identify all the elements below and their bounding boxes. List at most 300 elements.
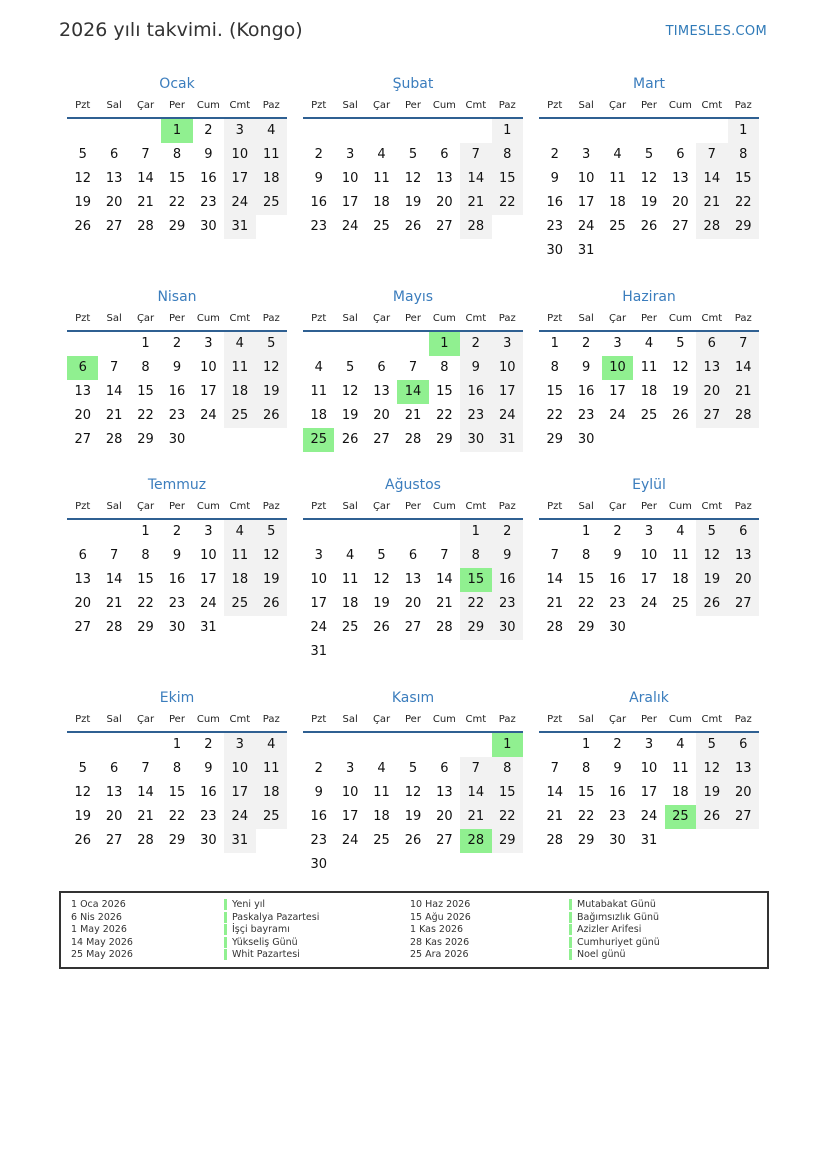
holiday-day-cell: 1 (161, 119, 192, 143)
day-cell: 25 (672, 596, 689, 611)
empty-day-cell (366, 119, 397, 143)
day-cell: 29 (492, 829, 523, 853)
empty-day-cell (665, 239, 696, 263)
day-cell: 23 (200, 195, 217, 210)
day-cell: 10 (200, 548, 217, 563)
empty-day-cell (366, 733, 397, 757)
day-cell: 27 (696, 404, 727, 428)
day-cell: 16 (609, 572, 626, 587)
day-cell: 1 (141, 524, 150, 539)
day-cell: 10 (224, 757, 255, 781)
day-cell: 17 (224, 781, 255, 805)
day-cell: 3 (644, 737, 654, 752)
day-cell: 17 (577, 195, 595, 210)
day-cell: 3 (492, 332, 523, 356)
day-cell: 22 (546, 408, 563, 423)
day-cell: 30 (460, 428, 491, 452)
day-cell: 30 (546, 243, 563, 258)
day-cell: 2 (550, 147, 559, 162)
day-cell: 27 (672, 219, 689, 234)
day-cell: 28 (436, 620, 453, 635)
day-cell: 21 (546, 596, 563, 611)
day-cell: 9 (314, 785, 323, 800)
weekday-header: Paz (492, 94, 523, 119)
day-cell: 13 (373, 384, 390, 399)
holiday-color-swatch (569, 924, 572, 935)
day-cell: 6 (78, 548, 87, 563)
day-cell: 2 (314, 761, 323, 776)
weekday-header: Pzt (303, 94, 334, 119)
day-cell: 21 (436, 596, 453, 611)
day-cell: 4 (644, 336, 654, 351)
month-days-grid (539, 495, 759, 640)
legend-date: 1 Oca 2026 (71, 899, 126, 910)
day-cell: 11 (310, 384, 327, 399)
month-12 (539, 690, 759, 853)
empty-day-cell (665, 616, 696, 640)
day-cell: 23 (577, 408, 595, 423)
weekday-header: Çar (602, 307, 633, 332)
legend-date: 1 May 2026 (71, 924, 127, 936)
empty-day-cell (98, 332, 129, 356)
legend-date: 14 May 2026 (71, 936, 133, 948)
day-cell: 11 (373, 785, 390, 800)
day-cell: 9 (613, 761, 622, 776)
legend-date: 25 May 2026 (71, 949, 133, 961)
day-cell: 30 (577, 432, 595, 447)
day-cell: 5 (408, 147, 418, 162)
day-cell: 3 (224, 119, 255, 143)
weekday-header: Cmt (224, 708, 255, 733)
day-cell: 14 (460, 167, 491, 191)
day-cell: 10 (640, 548, 658, 563)
day-cell: 29 (168, 833, 186, 848)
weekday-header: Cmt (224, 94, 255, 119)
day-cell: 19 (640, 195, 658, 210)
empty-day-cell (366, 640, 397, 664)
empty-day-cell (492, 215, 523, 239)
day-cell: 30 (200, 833, 217, 848)
day-cell: 3 (314, 548, 323, 563)
day-cell: 28 (105, 432, 123, 447)
day-cell: 27 (436, 833, 453, 848)
day-cell: 26 (672, 408, 689, 423)
day-cell: 6 (728, 520, 759, 544)
weekday-header: Sal (570, 307, 601, 332)
day-cell: 22 (492, 191, 523, 215)
empty-day-cell (602, 239, 633, 263)
weekday-header: Sal (98, 94, 129, 119)
legend-holiday (224, 924, 319, 937)
empty-day-cell (303, 733, 334, 757)
empty-day-cell (334, 640, 365, 664)
empty-day-cell (397, 332, 428, 356)
month-1 (67, 76, 287, 239)
day-cell: 10 (640, 761, 658, 776)
empty-day-cell (193, 428, 224, 452)
day-cell: 15 (137, 572, 154, 587)
day-cell: 18 (224, 380, 255, 404)
empty-day-cell (334, 853, 365, 877)
day-cell: 30 (492, 616, 523, 640)
weekday-header: Paz (728, 495, 759, 520)
day-cell: 20 (373, 408, 390, 423)
day-cell: 8 (141, 548, 150, 563)
legend-date: 1 Kas 2026 (410, 924, 464, 936)
month-3 (539, 76, 759, 263)
weekday-header: Sal (98, 307, 129, 332)
day-cell: 1 (581, 524, 591, 539)
day-cell: 11 (341, 572, 359, 587)
holiday-day-cell: 10 (602, 356, 633, 380)
day-cell: 18 (310, 408, 327, 423)
month-days-grid (303, 94, 523, 239)
day-cell: 30 (168, 620, 186, 635)
empty-day-cell (67, 119, 98, 143)
empty-day-cell (492, 640, 523, 664)
day-cell: 13 (105, 785, 123, 800)
day-cell: 6 (696, 332, 727, 356)
day-cell: 12 (256, 544, 287, 568)
weekday-header: Sal (570, 94, 601, 119)
weekday-header: Çar (602, 94, 633, 119)
day-cell: 24 (609, 408, 626, 423)
holiday-legend (59, 891, 769, 969)
day-cell: 11 (256, 757, 287, 781)
day-cell: 18 (373, 195, 390, 210)
day-cell: 7 (109, 548, 119, 563)
day-cell: 24 (310, 620, 327, 635)
month-7 (67, 477, 287, 640)
day-cell: 26 (74, 219, 91, 234)
day-cell: 20 (404, 596, 422, 611)
weekday-header: Cum (193, 708, 224, 733)
day-cell: 17 (640, 572, 658, 587)
day-cell: 9 (172, 548, 182, 563)
weekday-header: Pzt (303, 708, 334, 733)
day-cell: 3 (204, 336, 213, 351)
day-cell: 24 (577, 219, 595, 234)
weekday-header: Cmt (696, 94, 727, 119)
day-cell: 9 (460, 356, 491, 380)
weekday-header: Cmt (460, 708, 491, 733)
legend-date: 15 Ağu 2026 (410, 911, 471, 923)
month-name: Mart (633, 76, 665, 92)
day-cell: 27 (74, 432, 91, 447)
weekday-header: Sal (334, 708, 365, 733)
month-name: Temmuz (147, 477, 207, 493)
holiday-day-cell: 6 (67, 356, 98, 380)
day-cell: 7 (550, 761, 559, 776)
day-cell: 21 (137, 809, 154, 824)
empty-day-cell (460, 733, 491, 757)
weekday-header: Sal (334, 495, 365, 520)
legend-holiday-name: Yükseliş Günü (232, 936, 298, 948)
day-cell: 11 (224, 544, 255, 568)
day-cell: 17 (609, 384, 626, 399)
month-name: Nisan (157, 289, 197, 305)
day-cell: 6 (408, 548, 418, 563)
day-cell: 26 (74, 833, 91, 848)
day-cell: 3 (644, 524, 654, 539)
day-cell: 15 (168, 785, 186, 800)
holiday-color-swatch (224, 899, 227, 910)
day-cell: 14 (137, 171, 154, 186)
weekday-header: Çar (602, 708, 633, 733)
day-cell: 7 (109, 360, 119, 375)
day-cell: 5 (377, 548, 386, 563)
day-cell: 10 (577, 171, 595, 186)
legend-dates-col-2 (410, 899, 471, 962)
day-cell: 18 (256, 781, 287, 805)
day-cell: 2 (581, 336, 591, 351)
month-6 (539, 289, 759, 452)
legend-holiday (224, 937, 319, 950)
day-cell: 3 (345, 147, 355, 162)
weekday-header: Sal (98, 708, 129, 733)
month-name: Haziran (622, 289, 676, 305)
day-cell: 1 (728, 119, 759, 143)
day-cell: 28 (546, 620, 563, 635)
legend-holiday-name: Cumhuriyet günü (577, 936, 660, 948)
day-cell: 26 (696, 805, 727, 829)
day-cell: 20 (74, 596, 91, 611)
weekday-header: Paz (728, 307, 759, 332)
weekday-header: Pzt (539, 495, 570, 520)
day-cell: 18 (373, 809, 390, 824)
day-cell: 31 (640, 833, 658, 848)
day-cell: 18 (341, 596, 359, 611)
day-cell: 4 (377, 761, 386, 776)
day-cell: 27 (105, 219, 123, 234)
day-cell: 13 (728, 757, 759, 781)
weekday-header: Pzt (67, 495, 98, 520)
weekday-header: Cum (665, 94, 696, 119)
day-cell: 28 (728, 404, 759, 428)
day-cell: 25 (256, 191, 287, 215)
day-cell: 25 (609, 219, 626, 234)
day-cell: 7 (728, 332, 759, 356)
weekday-header: Paz (256, 307, 287, 332)
day-cell: 7 (141, 761, 150, 776)
day-cell: 9 (172, 360, 182, 375)
empty-day-cell (429, 853, 460, 877)
day-cell: 28 (460, 215, 491, 239)
month-name: Kasım (391, 690, 435, 706)
day-cell: 8 (492, 757, 523, 781)
day-cell: 24 (224, 191, 255, 215)
day-cell: 1 (581, 737, 591, 752)
day-cell: 11 (609, 171, 626, 186)
holiday-color-swatch (224, 949, 227, 960)
weekday-header: Çar (130, 708, 161, 733)
legend-holiday-name: Yeni yıl (232, 899, 265, 910)
day-cell: 2 (172, 336, 182, 351)
holiday-color-swatch (569, 899, 572, 910)
empty-day-cell (256, 616, 287, 640)
empty-day-cell (334, 332, 365, 356)
day-cell: 27 (373, 432, 390, 447)
weekday-header: Paz (492, 495, 523, 520)
day-cell: 16 (168, 572, 186, 587)
month-name: Mayıs (392, 289, 434, 305)
empty-day-cell (460, 640, 491, 664)
weekday-header: Cmt (460, 307, 491, 332)
day-cell: 16 (200, 785, 217, 800)
empty-day-cell (665, 428, 696, 452)
day-cell: 19 (404, 809, 422, 824)
day-cell: 10 (341, 171, 359, 186)
day-cell: 21 (105, 596, 123, 611)
day-cell: 28 (546, 833, 563, 848)
day-cell: 4 (377, 147, 386, 162)
day-cell: 8 (440, 360, 449, 375)
day-cell: 8 (460, 544, 491, 568)
day-cell: 13 (672, 171, 689, 186)
day-cell: 4 (314, 360, 323, 375)
day-cell: 3 (613, 336, 622, 351)
weekday-header: Per (397, 495, 428, 520)
holiday-color-swatch (224, 937, 227, 948)
day-cell: 18 (224, 568, 255, 592)
day-cell: 21 (696, 191, 727, 215)
day-cell: 19 (696, 781, 727, 805)
weekday-header: Sal (570, 495, 601, 520)
day-cell: 12 (404, 171, 422, 186)
weekday-header: Cum (429, 708, 460, 733)
legend-holiday (224, 899, 319, 912)
empty-day-cell (397, 119, 428, 143)
day-cell: 10 (492, 356, 523, 380)
month-4 (67, 289, 287, 452)
day-cell: 23 (168, 408, 186, 423)
weekday-header: Cmt (460, 495, 491, 520)
empty-day-cell (334, 733, 365, 757)
day-cell: 23 (460, 404, 491, 428)
weekday-header: Sal (98, 495, 129, 520)
empty-day-cell (696, 239, 727, 263)
day-cell: 12 (74, 171, 91, 186)
day-cell: 22 (168, 195, 186, 210)
day-cell: 30 (168, 432, 186, 447)
legend-holiday (569, 937, 660, 950)
weekday-header: Çar (366, 708, 397, 733)
weekday-header: Cmt (696, 495, 727, 520)
day-cell: 20 (728, 781, 759, 805)
day-cell: 28 (696, 215, 727, 239)
day-cell: 19 (404, 195, 422, 210)
day-cell: 25 (224, 592, 255, 616)
day-cell: 23 (200, 809, 217, 824)
weekday-header: Paz (256, 495, 287, 520)
day-cell: 27 (105, 833, 123, 848)
day-cell: 5 (644, 147, 654, 162)
day-cell: 21 (137, 195, 154, 210)
day-cell: 28 (404, 432, 422, 447)
empty-day-cell (130, 119, 161, 143)
empty-day-cell (98, 520, 129, 544)
day-cell: 7 (550, 548, 559, 563)
day-cell: 1 (550, 336, 559, 351)
month-8 (303, 477, 523, 664)
day-cell: 4 (224, 520, 255, 544)
day-cell: 27 (728, 592, 759, 616)
day-cell: 6 (377, 360, 386, 375)
day-cell: 8 (172, 147, 182, 162)
weekday-header: Cmt (224, 495, 255, 520)
legend-date: 25 Ara 2026 (410, 949, 469, 961)
day-cell: 5 (78, 147, 87, 162)
day-cell: 18 (672, 572, 689, 587)
day-cell: 5 (345, 360, 355, 375)
day-cell: 9 (204, 147, 213, 162)
weekday-header: Cum (665, 708, 696, 733)
day-cell: 27 (74, 620, 91, 635)
day-cell: 12 (256, 356, 287, 380)
day-cell: 14 (105, 572, 123, 587)
day-cell: 7 (408, 360, 418, 375)
day-cell: 15 (168, 171, 186, 186)
day-cell: 26 (373, 620, 390, 635)
day-cell: 4 (224, 332, 255, 356)
weekday-header: Cum (665, 495, 696, 520)
day-cell: 1 (460, 520, 491, 544)
empty-day-cell (539, 119, 570, 143)
day-cell: 7 (460, 757, 491, 781)
day-cell: 16 (168, 384, 186, 399)
day-cell: 4 (676, 524, 685, 539)
day-cell: 10 (310, 572, 327, 587)
day-cell: 25 (341, 620, 359, 635)
day-cell: 4 (676, 737, 685, 752)
day-cell: 21 (546, 809, 563, 824)
month-name: Ekim (159, 690, 195, 706)
day-cell: 2 (204, 123, 213, 138)
day-cell: 3 (224, 733, 255, 757)
day-cell: 1 (172, 737, 182, 752)
day-cell: 28 (137, 833, 154, 848)
weekday-header: Sal (334, 94, 365, 119)
empty-day-cell (429, 520, 460, 544)
day-cell: 26 (256, 404, 287, 428)
day-cell: 9 (492, 544, 523, 568)
day-cell: 26 (404, 833, 422, 848)
day-cell: 24 (640, 596, 658, 611)
day-cell: 1 (141, 336, 150, 351)
brand-link[interactable]: TIMESLES.COM (665, 24, 767, 39)
empty-day-cell (633, 616, 664, 640)
day-cell: 17 (492, 380, 523, 404)
day-cell: 24 (640, 809, 658, 824)
day-cell: 8 (550, 360, 559, 375)
day-cell: 8 (581, 548, 591, 563)
weekday-header: Cmt (696, 708, 727, 733)
day-cell: 31 (492, 428, 523, 452)
weekday-header: Paz (492, 307, 523, 332)
day-cell: 23 (609, 809, 626, 824)
day-cell: 17 (310, 596, 327, 611)
day-cell: 16 (200, 171, 217, 186)
legend-dates-col-1 (71, 899, 133, 962)
day-cell: 30 (609, 833, 626, 848)
month-name: Aralık (629, 690, 669, 706)
legend-holiday-name: Azizler Arifesi (577, 924, 642, 936)
weekday-header: Per (633, 708, 664, 733)
empty-day-cell (98, 119, 129, 143)
day-cell: 3 (581, 147, 591, 162)
day-cell: 29 (577, 620, 595, 635)
weekday-header: Çar (366, 307, 397, 332)
